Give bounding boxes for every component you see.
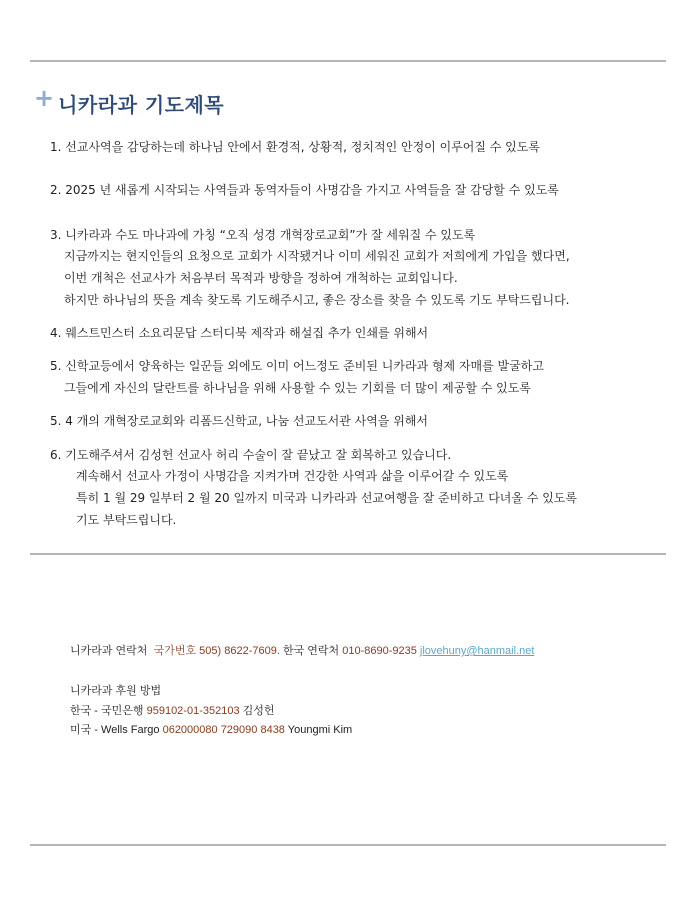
prayer-item-3-line-2: 지금까지는 현지인들의 요청으로 교회가 시작됐거나 이미 세워진 교회가 저희에게 가입을 했다면, bbox=[64, 249, 570, 263]
korea-bank: 한국 - 국민은행 bbox=[70, 705, 144, 717]
prayer-item-4: 4. 웨스트민스터 소요리문답 스터디북 제작과 해설집 추가 인쇄를 위해서 bbox=[50, 326, 429, 340]
support-usa bbox=[70, 722, 352, 738]
usa-account-holder: Youngmi Kim bbox=[287, 724, 353, 736]
korea-account-holder: 김성헌 bbox=[242, 705, 275, 717]
prayer-item-1: 1. 선교사역을 감당하는데 하나님 안에서 환경적, 상황적, 정치적인 안정이 이루어질 수 있도록 bbox=[50, 140, 540, 154]
nicaragua-phone: 505) 8622-7609. bbox=[199, 645, 280, 657]
prayer-item-6-line-3: 특히 1 월 29 일부터 2 월 20 일까지 미국과 니카라과 선교여행을 잘 준비하고 다녀올 수 있도록 bbox=[76, 491, 577, 505]
prayer-item-6: 6. 기도해주셔서 김성헌 선교사 허리 수술이 잘 끝났고 잘 회복하고 있습니다. bbox=[50, 448, 452, 462]
prayer-item-5: 5. 신학교등에서 양육하는 일꾼들 외에도 이미 어느정도 준비된 니카라과 형제 자매를 발굴하고 bbox=[50, 359, 544, 373]
prayer-item-5b: 5. 4 개의 개혁장로교회와 리폼드신학교, 나눔 선교도서관 사역을 위해서 bbox=[50, 414, 428, 428]
country-code-label: 국가번호 bbox=[153, 645, 197, 657]
usa-bank: 미국 - Wells Fargo bbox=[70, 724, 160, 736]
page-title: 니카라과 기도제목 bbox=[58, 92, 225, 117]
middle-divider bbox=[30, 553, 666, 555]
email-link[interactable]: jlovehuny@hanmail.net bbox=[419, 645, 535, 657]
usa-account-number: 062000080 729090 8438 bbox=[162, 724, 285, 736]
korea-account-number: 959102-01-352103 bbox=[146, 705, 240, 717]
prayer-item-3-line-4: 하지만 하나님의 뜻을 계속 찾도록 기도해주시고, 좋은 장소를 찾을 수 있도록 기도 부탁드립니다. bbox=[64, 293, 570, 307]
prayer-item-2: 2. 2025 년 새롭게 시작되는 사역들과 동역자들이 사명감을 가지고 사역들을 잘 감당할 수 있도록 bbox=[50, 183, 559, 197]
prayer-item-3-line-3: 이번 개척은 선교사가 처음부터 목적과 방향을 정하여 개척하는 교회입니다. bbox=[64, 271, 458, 285]
support-heading: 니카라과 후원 방법 bbox=[70, 685, 162, 697]
support-korea bbox=[70, 703, 275, 719]
prayer-item-6-line-4: 기도 부탁드립니다. bbox=[76, 513, 177, 527]
korea-phone: 010-8690-9235 bbox=[342, 645, 417, 657]
top-divider bbox=[30, 60, 666, 62]
prayer-item-3: 3. 니카라과 수도 마나과에 가칭 “오직 성경 개혁장로교회”가 잘 세워질 수 있도록 bbox=[50, 228, 476, 242]
contact-label: 니카라과 연락처 bbox=[70, 645, 148, 657]
contact-line bbox=[70, 643, 534, 659]
korea-contact-label: 한국 연락처 bbox=[282, 645, 340, 657]
prayer-item-6-line-2: 계속해서 선교사 가정이 사명감을 지켜가며 건강한 사역과 삶을 이루어갈 수 있도록 bbox=[76, 469, 509, 483]
plus-icon: + bbox=[34, 84, 55, 112]
bottom-divider bbox=[30, 844, 666, 846]
section-heading bbox=[34, 84, 225, 118]
prayer-item-5-line-2: 그들에게 자신의 달란트를 하나님을 위해 사용할 수 있는 기회를 더 많이 제공할 수 있도록 bbox=[64, 381, 531, 395]
